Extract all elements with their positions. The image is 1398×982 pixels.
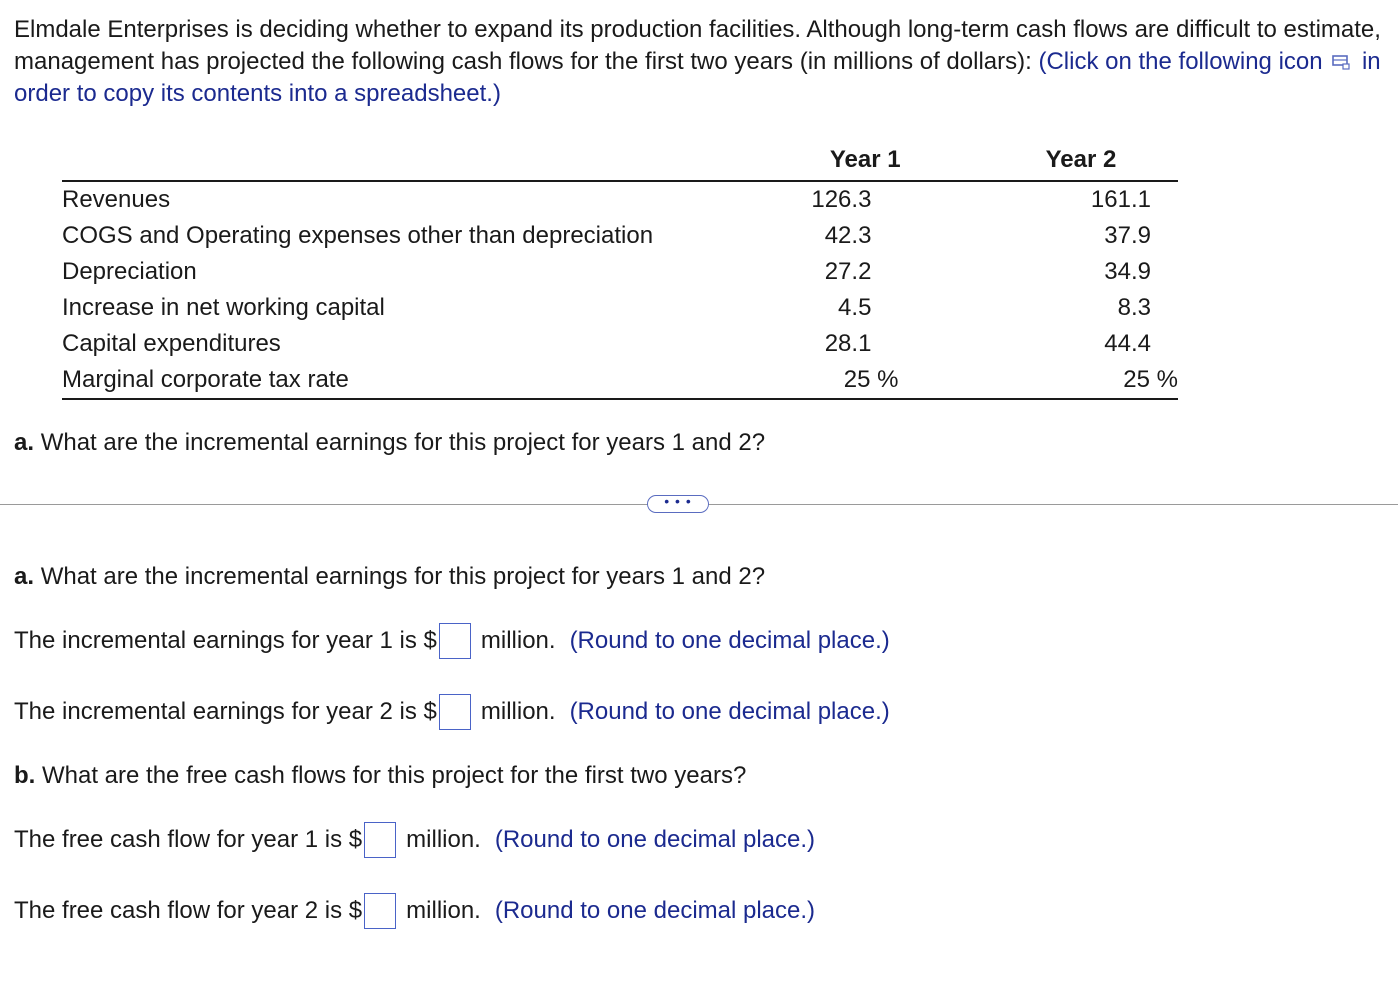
year-1-value: 25 % [843, 366, 899, 393]
year-1-value: 4.5 [838, 294, 872, 321]
answer-prefix: The free cash flow for year 2 is $ [14, 897, 363, 924]
rounding-hint: (Round to one decimal place.) [494, 897, 816, 924]
problem-statement [14, 14, 1389, 110]
row-label: COGS and Operating expenses other than depreciation [62, 222, 654, 249]
fcf-year-1-input[interactable] [364, 822, 396, 858]
question-letter: b. [14, 762, 36, 789]
rounding-hint: (Round to one decimal place.) [569, 698, 890, 725]
answer-row-fcf-year-1 [14, 822, 815, 858]
question-text: What are the incremental earnings for this project for years 1 and 2? [40, 429, 766, 456]
year-2-value: 161.1 [1090, 186, 1151, 213]
header-year-1: Year 1 [746, 140, 984, 181]
cash-flow-table[interactable] [62, 140, 1178, 400]
question-letter: a. [14, 429, 35, 456]
answer-unit: million. [406, 826, 481, 853]
spreadsheet-copy-icon[interactable] [1331, 53, 1351, 71]
answer-unit: million. [480, 627, 556, 654]
answer-prefix: The incremental earnings for year 2 is $ [14, 698, 437, 725]
rounding-hint: (Round to one decimal place.) [569, 627, 890, 654]
row-label: Capital expenditures [62, 330, 281, 357]
answer-row-fcf-year-2 [14, 893, 815, 929]
year-1-value: 42.3 [824, 222, 872, 249]
row-label: Marginal corporate tax rate [62, 362, 746, 399]
table-header-row [62, 140, 1178, 181]
year-2-value: 37.9 [1104, 222, 1151, 249]
table-header-label [62, 140, 746, 181]
header-year-2: Year 2 [984, 140, 1178, 181]
question-text: What are the incremental earnings for this project for years 1 and 2? [40, 563, 766, 590]
answer-row-earnings-year-1 [14, 623, 890, 659]
year-1-value: 28.1 [824, 330, 872, 357]
copy-instructions-link[interactable]: (Click on the following icon in order to copy its contents into a spreadsheet.) [14, 48, 1381, 107]
question-b [14, 762, 746, 790]
problem-text: Elmdale Enterprises is deciding whether to expand its production facilities. Although long-term cash flows are difficult to estimate, management has projected the following cash flows for the first two years (in millions of dollars): [14, 16, 1381, 75]
rounding-hint: (Round to one decimal place.) [494, 826, 816, 853]
answer-unit: million. [406, 897, 481, 924]
year-2-value: 8.3 [1117, 294, 1151, 321]
question-letter: a. [14, 563, 35, 590]
table-row [62, 218, 1178, 254]
year-2-value: 34.9 [1104, 258, 1151, 285]
table-row [62, 290, 1178, 326]
row-label: Increase in net working capital [62, 294, 385, 321]
fcf-year-2-input[interactable] [364, 893, 396, 929]
table-row [62, 362, 1178, 399]
year-1-value: 27.2 [824, 258, 872, 285]
year-1-value: 126.3 [811, 186, 872, 213]
year-2-value: 44.4 [1104, 330, 1151, 357]
earnings-year-2-input[interactable] [439, 694, 471, 730]
table-row [62, 254, 1178, 290]
answer-row-earnings-year-2 [14, 694, 890, 730]
expand-more-button[interactable]: • • • [647, 495, 709, 513]
question-a-top [14, 429, 765, 457]
answer-unit: million. [480, 698, 556, 725]
table-row [62, 181, 1178, 218]
answer-prefix: The incremental earnings for year 1 is $ [14, 627, 437, 654]
year-2-value: 25 % [1123, 366, 1178, 393]
answer-prefix: The free cash flow for year 1 is $ [14, 826, 363, 853]
row-label: Revenues [62, 186, 171, 213]
row-label: Depreciation [62, 258, 197, 285]
table-row [62, 326, 1178, 362]
question-a [14, 563, 765, 591]
earnings-year-1-input[interactable] [439, 623, 471, 659]
question-text: What are the free cash flows for this project for the first two years? [42, 762, 747, 789]
